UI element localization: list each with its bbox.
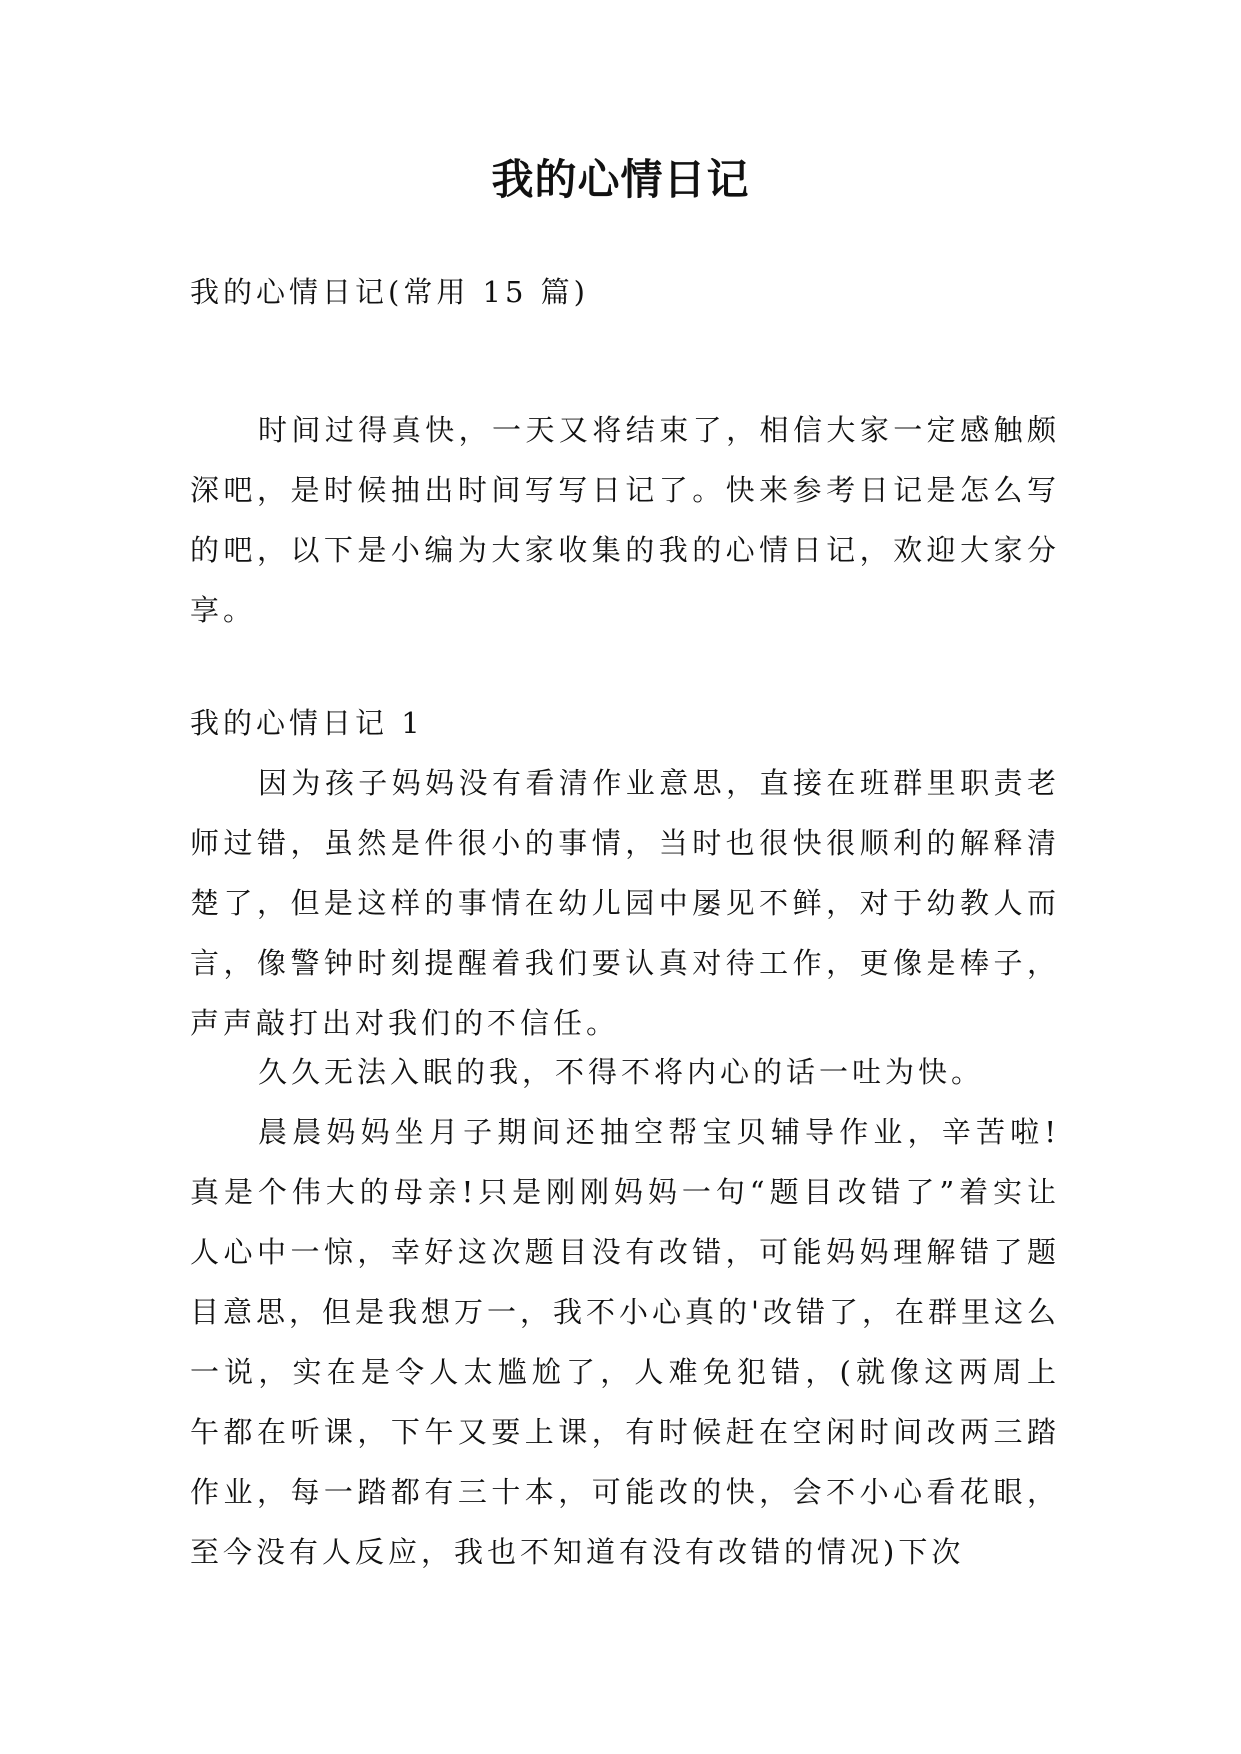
document-subtitle: 我的心情日记(常用 15 篇) (190, 275, 589, 309)
body-paragraph: 晨晨妈妈坐月子期间还抽空帮宝贝辅导作业，辛苦啦!真是个伟大的母亲!只是刚刚妈妈一句“题目改错了”着实让人心中一惊，幸好这次题目没有改错，可能妈妈理解错了题目意思，但是我想万一，我不小心真的'改错了，在群里这么一说，实在是令人太尴尬了，人难免犯错，(就像这两周上午都在听课，下午又要上课，有时候赶在空闲时间改两三踏作业，每一踏都有三十本，可能改的快，会不小心看花眼，至今没有人反应，我也不知道有没有改错的情况)下次 (190, 1115, 1060, 1569)
section-heading: 我的心情日记 1 (190, 706, 424, 740)
intro-paragraph: 时间过得真快，一天又将结束了，相信大家一定感触颇深吧，是时候抽出时间写写日记了。快来参考日记是怎么写的吧，以下是小编为大家收集的我的心情日记，欢迎大家分享。 (190, 413, 1060, 627)
document-title: 我的心情日记 (491, 155, 750, 204)
body-paragraph: 因为孩子妈妈没有看清作业意思，直接在班群里职责老师过错，虽然是件很小的事情，当时也很快很顺利的解释清楚了，但是这样的事情在幼儿园中屡见不鲜，对于幼教人而言，像警钟时刻提醒着我们要认真对待工作，更像是棒子，声声敲打出对我们的不信任。 (190, 766, 1060, 1040)
body-paragraph: 久久无法入眠的我，不得不将内心的话一吐为快。 (258, 1055, 985, 1089)
